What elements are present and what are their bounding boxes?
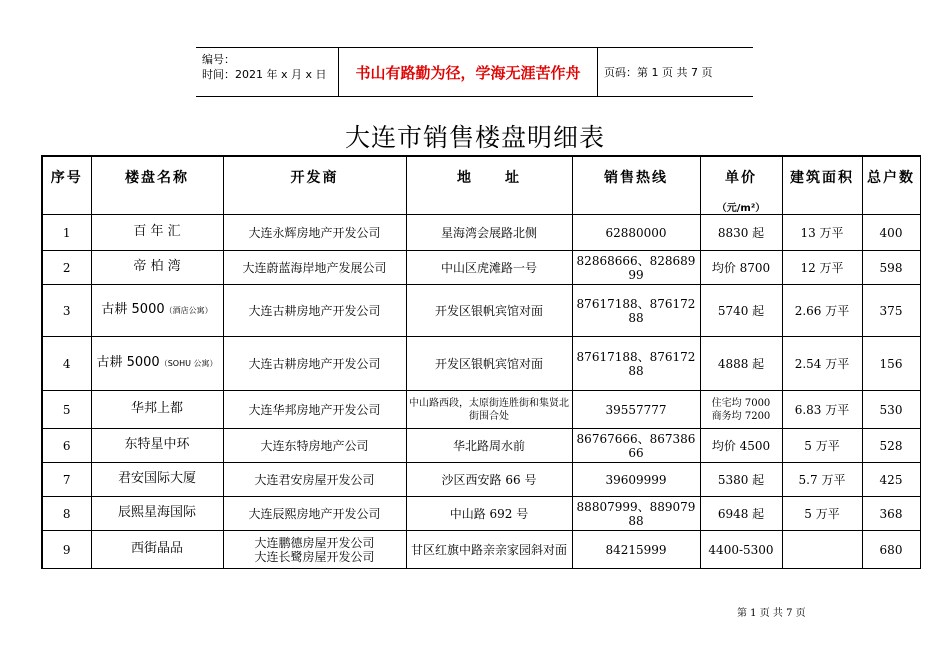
col-header-address: 地 址 [406,156,572,215]
table-row [42,251,920,285]
cell-price-text: 4400-5300 [708,542,774,557]
cell-area: 2.66 万平 [782,285,862,337]
cell-address: 甘区红旗中路亲亲家园斜对面 [406,531,572,569]
cell-developer [223,531,406,569]
cell-price-text: 6948 起 [717,506,765,521]
cell-households: 425 [862,463,920,497]
cell-households: 598 [862,251,920,285]
cell-households: 156 [862,337,920,391]
cell-developer [223,497,406,531]
cell-area [782,531,862,569]
cell-area: 13 万平 [782,215,862,251]
cell-name [91,497,223,531]
cell-price-text: 8830 起 [717,225,765,240]
cell-price-text: 4888 起 [717,356,765,371]
cell-area: 2.54 万平 [782,337,862,391]
cell-price-text: 均价 8700 [711,260,771,275]
cell-area: 5.7 万平 [782,463,862,497]
cell-hotline: 84215999 [572,531,700,569]
cell-price-text: 5740 起 [717,303,765,318]
cell-developer [223,215,406,251]
cell-households: 375 [862,285,920,337]
cell-price [700,337,782,391]
cell-price-text: 5380 起 [717,472,765,487]
table-row [42,497,920,531]
cell-households: 368 [862,497,920,531]
cell-address: 华北路周水前 [406,429,572,463]
table-row [42,531,920,569]
page-footer: 第 1 页 共 7 页 [737,608,806,619]
cell-name-text: 华邦上都 [130,401,183,416]
cell-developer-text: 大连鹏德房屋开发公司 [254,535,375,550]
cell-developer-text: 大连华邦房地产开发公司 [248,402,381,417]
cell-hotline: 39557777 [572,391,700,429]
cell-hotline: 82868666、82868999 [572,251,700,285]
cell-developer-text: 大连辰熙房地产开发公司 [248,506,381,521]
cell-name-note: （SOHU 公寓） [159,359,218,368]
cell-index: 1 [42,215,91,251]
cell-price [700,215,782,251]
cell-developer-text-2: 大连长鹭房屋开发公司 [254,549,375,564]
page-label: 页码：第 1 页 共 7 页 [604,66,713,79]
cell-area: 5 万平 [782,497,862,531]
table-row [42,429,920,463]
cell-developer-text: 大连古耕房地产开发公司 [248,356,381,371]
cell-address: 中山路 692 号 [406,497,572,531]
cell-developer [223,463,406,497]
number-label: 编号： [202,53,235,66]
cell-households: 400 [862,215,920,251]
cell-name-text: 辰熙星海国际 [117,505,196,520]
cell-area: 5 万平 [782,429,862,463]
col-header-price [700,156,782,215]
cell-area: 12 万平 [782,251,862,285]
cell-developer [223,391,406,429]
col-header-area: 建筑面积 [782,156,862,215]
cell-price-text: 均价 4500 [711,438,771,453]
cell-name [91,531,223,569]
col-header-name: 楼盘名称 [91,156,223,215]
cell-hotline: 87617188、87617288 [572,285,700,337]
cell-index: 6 [42,429,91,463]
time-label: 时间：2021 年 x 月 x 日 [202,68,327,81]
cell-area: 6.83 万平 [782,391,862,429]
cell-address: 中山区虎滩路一号 [406,251,572,285]
cell-index: 8 [42,497,91,531]
col-header-developer: 开发商 [223,156,406,215]
cell-name [91,391,223,429]
table-row [42,463,920,497]
cell-address: 沙区西安路 66 号 [406,463,572,497]
cell-address: 开发区银帆宾馆对面 [406,285,572,337]
cell-price [700,391,782,429]
cell-name-text: 百 年 汇 [133,224,181,239]
header-motto: 书山有路勤为径，学海无涯苦作舟 [338,48,598,96]
cell-name-note: （酒店公寓） [164,306,213,315]
cell-households: 528 [862,429,920,463]
col-header-price-label: 单价 [725,170,757,186]
cell-name-text: 东特星中环 [124,437,190,452]
cell-developer [223,251,406,285]
property-table [41,155,921,569]
cell-name [91,429,223,463]
cell-name-text: 西街晶品 [130,541,183,556]
cell-developer-text: 大连东特房地产公司 [260,438,369,453]
cell-hotline: 39609999 [572,463,700,497]
cell-name [91,463,223,497]
cell-address: 中山路西段，太原街连胜街和集贤北街围合处 [406,391,572,429]
cell-hotline: 86767666、86738666 [572,429,700,463]
cell-price-text-2: 商务均 7200 [711,410,771,422]
col-header-hotline: 销售热线 [572,156,700,215]
cell-developer-text: 大连君安房屋开发公司 [254,472,375,487]
cell-index: 4 [42,337,91,391]
table-row [42,215,920,251]
cell-name-text: 君安国际大厦 [117,471,196,486]
cell-address: 开发区银帆宾馆对面 [406,337,572,391]
cell-index: 2 [42,251,91,285]
table-row [42,285,920,337]
cell-households: 680 [862,531,920,569]
cell-name-text: 古耕 5000 [101,302,165,317]
table-header-row [42,156,920,215]
cell-name [91,285,223,337]
cell-developer [223,285,406,337]
cell-hotline: 88807999、88907988 [572,497,700,531]
cell-name [91,251,223,285]
cell-price [700,463,782,497]
cell-hotline: 87617188、87617288 [572,337,700,391]
cell-price [700,251,782,285]
document-header [196,47,753,97]
cell-address: 星海湾会展路北侧 [406,215,572,251]
header-meta [196,48,338,96]
cell-index: 9 [42,531,91,569]
cell-price [700,429,782,463]
page-title: 大连市销售楼盘明细表 [344,123,605,152]
table-row [42,337,920,391]
cell-households: 530 [862,391,920,429]
cell-name [91,215,223,251]
cell-price [700,531,782,569]
cell-price [700,497,782,531]
cell-developer-text: 大连古耕房地产开发公司 [248,303,381,318]
cell-developer [223,429,406,463]
cell-hotline: 62880000 [572,215,700,251]
cell-name-text: 帝 柏 湾 [133,259,181,274]
col-header-households: 总户数 [862,156,920,215]
col-header-index: 序号 [42,156,91,215]
cell-developer-text: 大连永辉房地产开发公司 [248,225,381,240]
cell-index: 5 [42,391,91,429]
cell-index: 7 [42,463,91,497]
cell-price-text: 住宅均 7000 [711,397,771,409]
col-header-price-unit: （元/m²） [716,203,766,214]
cell-developer-text: 大连蔚蓝海岸地产发展公司 [242,260,387,275]
cell-index: 3 [42,285,91,337]
cell-name [91,337,223,391]
cell-price [700,285,782,337]
cell-name-text: 古耕 5000 [96,355,160,370]
table-row [42,391,920,429]
cell-developer [223,337,406,391]
